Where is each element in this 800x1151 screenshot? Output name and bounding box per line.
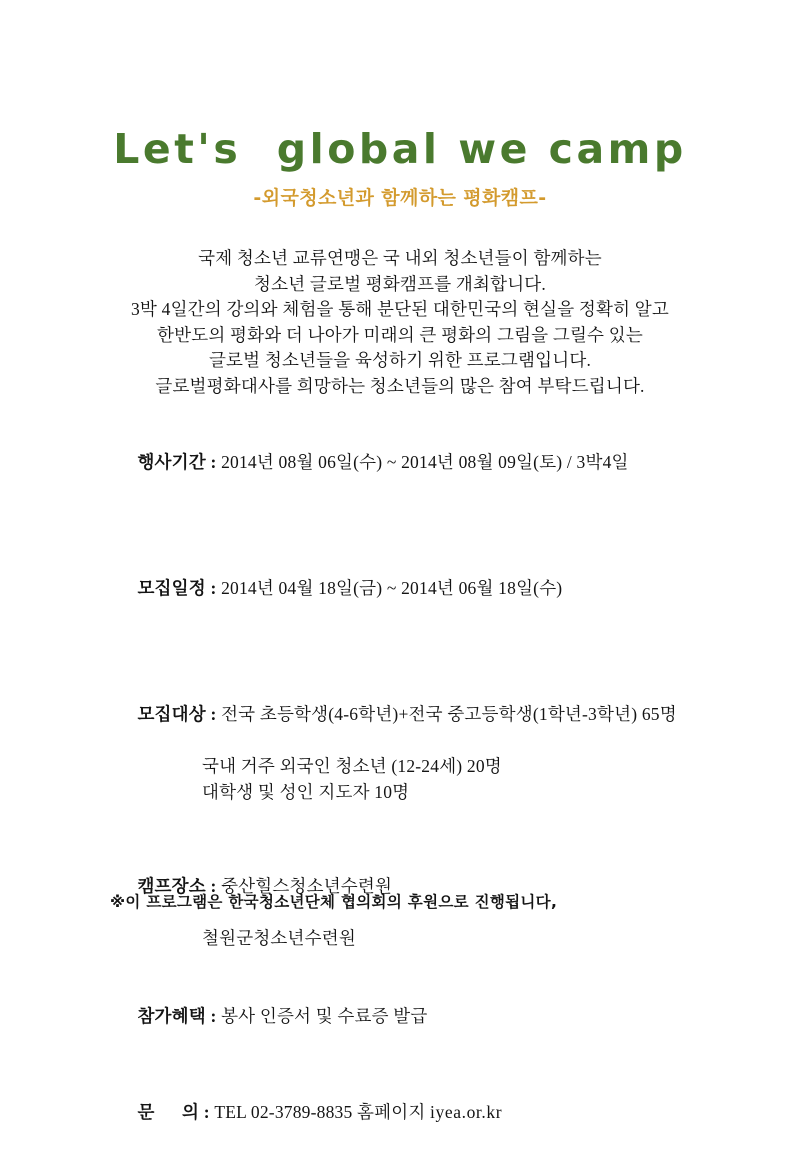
sponsor-note: ※이 프로그램은 한국청소년단체 협의회의 후원으로 진행됩니다,	[110, 893, 558, 911]
target-label: 모집대상	[137, 704, 206, 724]
period-label: 행사기간	[137, 452, 206, 472]
target-value: 전국 초등학생(4-6학년)+전국 중고등학생(1학년-3학년) 65명	[221, 704, 677, 724]
spacer	[110, 627, 750, 675]
benefits-value: 봉사 인증서 및 수료증 발급	[221, 1006, 428, 1026]
detail-row-recruit-schedule	[110, 549, 750, 627]
intro-line: 한반도의 평화와 더 나아가 미래의 큰 평화의 그림을 그릴수 있는	[157, 324, 643, 345]
period-separator: :	[205, 452, 222, 472]
detail-row-benefits	[110, 977, 750, 1055]
target-sub-line: 국내 거주 외국인 청소년 (12-24세) 20명	[202, 756, 502, 776]
title-block	[0, 126, 800, 210]
intro-line: 청소년 글로벌 평화캠프를 개최합니다.	[254, 273, 546, 294]
venue-value: 중산힐스청소년수련원	[221, 876, 393, 896]
spacer	[110, 805, 750, 847]
contact-separator: :	[199, 1102, 215, 1122]
target-sub-line: 대학생 및 성인 지도자 10명	[202, 782, 410, 802]
benefits-separator: :	[205, 1006, 222, 1026]
website-link[interactable]: iyea.or.kr	[430, 1102, 503, 1122]
detail-row-contact	[110, 1073, 750, 1151]
intro-line: 국제 청소년 교류연맹은 국 내외 청소년들이 함께하는	[198, 248, 602, 268]
venue-label: 캠프장소	[137, 876, 206, 896]
venue-separator: :	[205, 876, 222, 896]
intro-paragraph	[0, 246, 800, 399]
recruit-schedule-separator: :	[205, 578, 222, 598]
contact-label: 문 의	[137, 1102, 200, 1122]
benefits-label: 참가혜택	[137, 1006, 206, 1026]
details-section	[110, 423, 750, 1151]
recruit-schedule-label: 모집일정	[137, 578, 206, 598]
intro-line: 글로벌평화대사를 희망하는 청소년들의 많은 참여 부탁드립니다.	[155, 375, 645, 396]
period-value: 2014년 08월 06일(수) ~ 2014년 08월 09일(토) / 3박4일	[221, 452, 629, 472]
page-title: Let's global we camp	[113, 125, 687, 173]
intro-line: 글로벌 청소년들을 육성하기 위한 프로그램입니다.	[208, 350, 592, 370]
spacer	[110, 1055, 750, 1073]
page-subtitle: -외국청소년과 함께하는 평화캠프-	[253, 187, 547, 210]
spacer	[110, 501, 750, 549]
spacer	[110, 951, 750, 977]
venue-sub-line: 철원군청소년수련원	[202, 928, 356, 948]
detail-row-venue	[110, 847, 750, 925]
intro-line: 3박 4일간의 강의와 체험을 통해 분단된 대한민국의 현실을 정확히 알고	[130, 299, 669, 319]
detail-row-target	[110, 675, 750, 753]
recruit-schedule-value: 2014년 04월 18일(금) ~ 2014년 06월 18일(수)	[221, 578, 563, 598]
detail-row-period	[110, 423, 750, 501]
contact-value: TEL 02-3789-8835 홈페이지	[214, 1102, 431, 1122]
target-separator: :	[205, 704, 222, 724]
